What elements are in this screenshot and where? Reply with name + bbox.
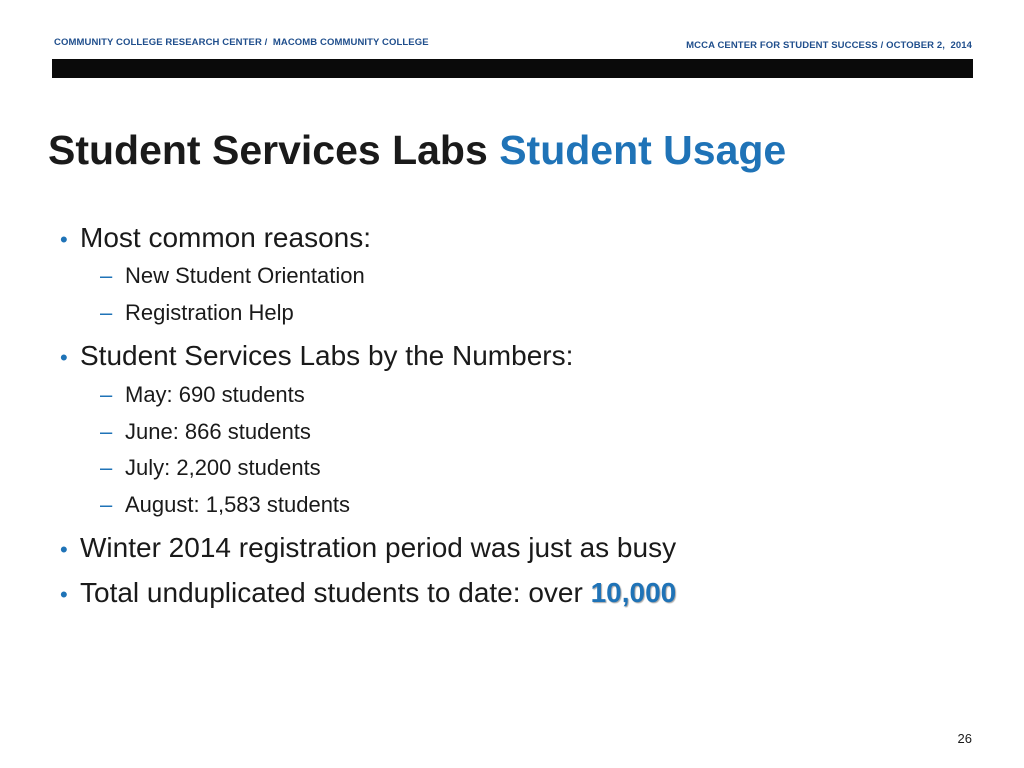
header-right-text: MCCA CENTER FOR STUDENT SUCCESS / OCTOBER 2, 2014: [686, 40, 972, 51]
sub-bullet: [100, 299, 294, 327]
header-left-text: COMMUNITY COLLEGE RESEARCH CENTER / MACOMB COMMUNITY COLLEGE: [54, 37, 429, 48]
page-number: 26: [957, 731, 972, 746]
sub-bullet: [100, 418, 311, 446]
total-highlight-value: 10,000: [590, 577, 677, 608]
sub-bullet: [100, 262, 365, 290]
sub-bullet: [100, 454, 321, 482]
dash-icon: –: [100, 419, 113, 444]
title-main: Student Services Labs: [48, 127, 488, 173]
bullet-icon: •: [60, 227, 68, 252]
title-accent: Student Usage: [499, 127, 787, 173]
bullet-reasons: [60, 221, 371, 257]
bullet-icon: •: [60, 537, 68, 562]
bullet-total-prefix: Total unduplicated students to date: over: [80, 577, 583, 608]
dash-icon: –: [100, 492, 113, 517]
bullet-numbers: [60, 339, 573, 375]
bullet-winter: [60, 531, 676, 567]
sub-bullet-text: Registration Help: [125, 300, 294, 325]
sub-bullet: [100, 381, 305, 409]
sub-bullet-text: July: 2,200 students: [125, 455, 321, 480]
sub-bullet-text: August: 1,583 students: [125, 492, 351, 517]
sub-bullet-text: New Student Orientation: [125, 263, 365, 288]
dash-icon: –: [100, 455, 113, 480]
sub-bullet-text: May: 690 students: [125, 382, 305, 407]
bullet-winter-text: Winter 2014 registration period was just as busy: [80, 532, 677, 563]
dash-icon: –: [100, 300, 113, 325]
bullet-reasons-label: Most common reasons:: [80, 222, 371, 253]
dash-icon: –: [100, 263, 113, 288]
sub-bullet: [100, 491, 350, 519]
dash-icon: –: [100, 382, 113, 407]
bullet-total: [60, 576, 676, 612]
bullet-numbers-label: Student Services Labs by the Numbers:: [80, 340, 574, 371]
bullet-icon: •: [60, 345, 68, 370]
sub-bullet-text: June: 866 students: [125, 419, 311, 444]
bullet-icon: •: [60, 582, 68, 607]
